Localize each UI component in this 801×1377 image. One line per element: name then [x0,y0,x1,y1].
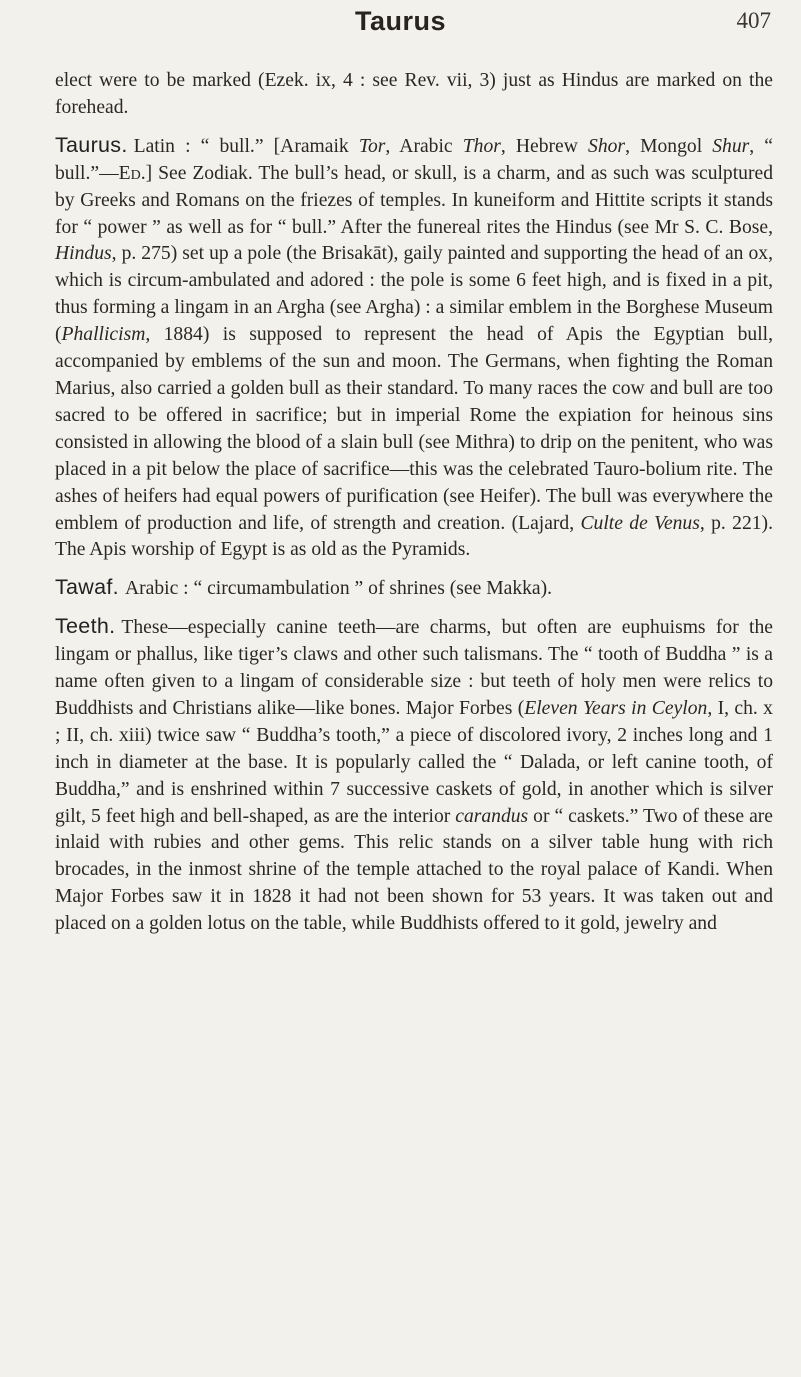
entry-text: , Hebrew [500,135,589,157]
continuation-text: elect were to be marked (Ezek. ix, 4 : see Rev. vii, 3) just as Hindus are marked on the forehead. [55,70,773,118]
entry-text: , 1884) is supposed to represent the head of Apis the Egyptian bull, accompanied by emblems of the sun and moon. The Germans, when fighting the Roman Marius, also carried a golden bull as their standard. To many races the cow and bull are too sacred to be offered in sacrifice; but in imperial Rome the expiation for heinous sins consisted in allowing the blood of a slain bull (see Mithra) to drip on the penitent, who was placed in a pit below the place of sacrifice—this was the celebrated Tauro-bolium rite. The ashes of heifers had equal powers of purification (see Heifer). The bull was everywhere the emblem of production and life, of strength and creation. (Lajard, [55,324,773,534]
foreign-term: Thor [462,135,501,157]
entry-text: ] See Zodiak. The bull’s head, or skull, is a charm, and as such was sculptured by Greeks and Romans on the friezes of temples. In kuneiform and Hittite scripts it stands for “ power ” as well as for “ bull.” After the funereal rites the Hindus (see Mr S. C. Bose, [55,162,773,238]
entry-tawaf [55,574,773,603]
editor-mark: Ed. [118,162,146,184]
foreign-term: Shur [712,135,750,157]
entry-text: Arabic : “ circumambulation ” of shrines (see Makka). [124,578,553,600]
book-title: Hindus [55,243,112,265]
entry-text: These—especially canine teeth—are charms, but often are euphuisms for the lingam or phallus, like tiger’s claws and other such talismans. The “ tooth of Buddha ” is a name often given to a lingam of considerable size : but teeth of holy men were relics to Buddhists and Christians alike—like bones. Major Forbes ( [55,617,773,719]
page-body [55,68,773,938]
foreign-term: Shor [588,135,626,157]
entry-text: Latin : “ bull.” [Aramaik [133,135,359,157]
entry-text: or “ caskets.” Two of these are inlaid with rubies and other gems. This relic stands on a silver table hung with rich brocades, in the inmost shrine of the temple attached to the royal palace of Kandi. When Major Forbes saw it in 1828 it had not been shown for 53 years. It was taken out and placed on a golden lotus on the table, while Buddhists offered to it gold, jewelry and [55,805,773,935]
book-title: Eleven Years in Ceylon [524,697,708,719]
headword: Teeth. [55,614,116,639]
entry-teeth [55,613,773,938]
page-number: 407 [736,8,771,33]
entry-taurus [55,132,773,565]
headword: Taurus. [55,132,128,157]
entry-text: , I, ch. x ; II, ch. xiii) twice saw “ Buddha’s tooth,” a piece of discolored ivory, 2 inches long and 1 inch in diameter at the base. It is popularly called the “ Dalada, or left canine tooth, of Buddha,” and is enshrined within 7 successive caskets of gold, in another which is silver gilt, 5 feet high and bell-shaped, as are the interior [55,697,773,827]
entry-text: , Mongol [625,135,713,157]
running-head [0,0,801,40]
entry-text: , p. 275) set up a pole (the Brisakāt), gaily painted and supporting the head of an ox, which is circum-ambulated and adored : the pole is some 6 feet high, and is fixed in a pit, thus forming a lingam in an Argha (see Argha) : a similar emblem in the Borghese Museum ( [55,243,773,346]
continuation-paragraph [55,68,773,122]
entry-text: , p. 221). The Apis worship of Egypt is as old as the Pyramids. [55,512,773,561]
headword: Tawaf. [55,575,119,600]
foreign-term: carandus [455,805,529,827]
book-title: Culte de Venus [580,512,700,534]
entry-text: , “ bull.”— [55,135,773,184]
book-title: Phallicism [61,324,146,346]
foreign-term: Tor [358,135,386,157]
entry-text: , Arabic [385,135,463,157]
page-title: Taurus [354,6,446,36]
